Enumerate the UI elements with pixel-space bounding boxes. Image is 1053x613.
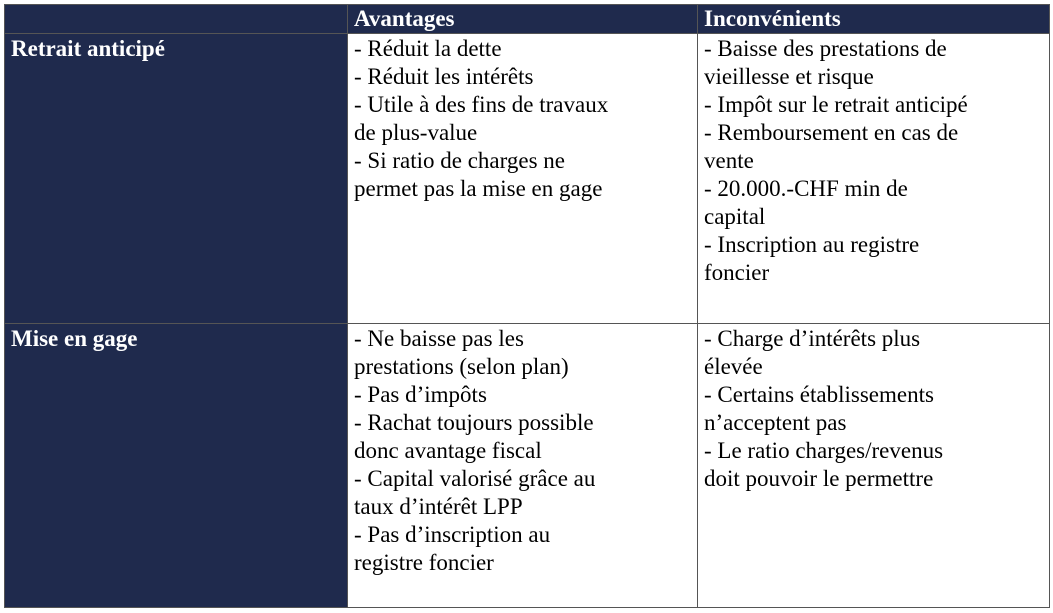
list-item: vente [704, 148, 754, 173]
list-item: capital [704, 204, 766, 229]
list-item: permet pas la mise en gage [354, 176, 603, 201]
list-item: n’acceptent pas [704, 410, 847, 435]
list-item: - Impôt sur le retrait anticipé [704, 92, 968, 117]
list-item: taux d’intérêt LPP [354, 494, 523, 519]
list-item: - Capital valorisé grâce au [354, 466, 596, 491]
list-item: vieillesse et risque [704, 64, 874, 89]
list-item: - Charge d’intérêts plus [704, 326, 921, 351]
list-item: - 20.000.-CHF min de [704, 176, 908, 201]
comparison-table [4, 4, 1050, 608]
disadvantages-cell [698, 34, 1050, 324]
list-item: - Pas d’inscription au [354, 522, 551, 547]
disadvantages-cell [698, 324, 1050, 608]
header-row [5, 5, 1050, 34]
list-item: - Remboursement en cas de [704, 120, 959, 145]
row-label-mise-en-gage: Mise en gage [5, 324, 348, 608]
advantages-cell [348, 34, 698, 324]
list-item: prestations (selon plan) [354, 354, 569, 379]
list-item: de plus-value [354, 120, 478, 145]
list-item: - Pas d’impôts [354, 382, 487, 407]
list-item: - Ne baisse pas les [354, 326, 524, 351]
row-label-retrait-anticipe: Retrait anticipé [5, 34, 348, 324]
list-item: doit pouvoir le permettre [704, 466, 934, 491]
list-item: - Réduit les intérêts [354, 64, 534, 89]
list-item: - Baisse des prestations de [704, 36, 947, 61]
list-item: registre foncier [354, 550, 494, 575]
list-item: foncier [704, 260, 770, 285]
table-row [5, 34, 1050, 324]
table-row [5, 324, 1050, 608]
list-item: élevée [704, 354, 763, 379]
list-item: - Utile à des fins de travaux [354, 92, 609, 117]
header-cell-empty [5, 5, 348, 34]
header-cell-disadvantages: Inconvénients [698, 5, 1050, 34]
list-item: - Réduit la dette [354, 36, 502, 61]
list-item: donc avantage fiscal [354, 438, 542, 463]
advantages-cell [348, 324, 698, 608]
list-item: - Rachat toujours possible [354, 410, 594, 435]
list-item: - Le ratio charges/revenus [704, 438, 944, 463]
list-item: - Si ratio de charges ne [354, 148, 565, 173]
list-item: - Inscription au registre [704, 232, 920, 257]
header-cell-advantages: Avantages [348, 5, 698, 34]
list-item: - Certains établissements [704, 382, 934, 407]
